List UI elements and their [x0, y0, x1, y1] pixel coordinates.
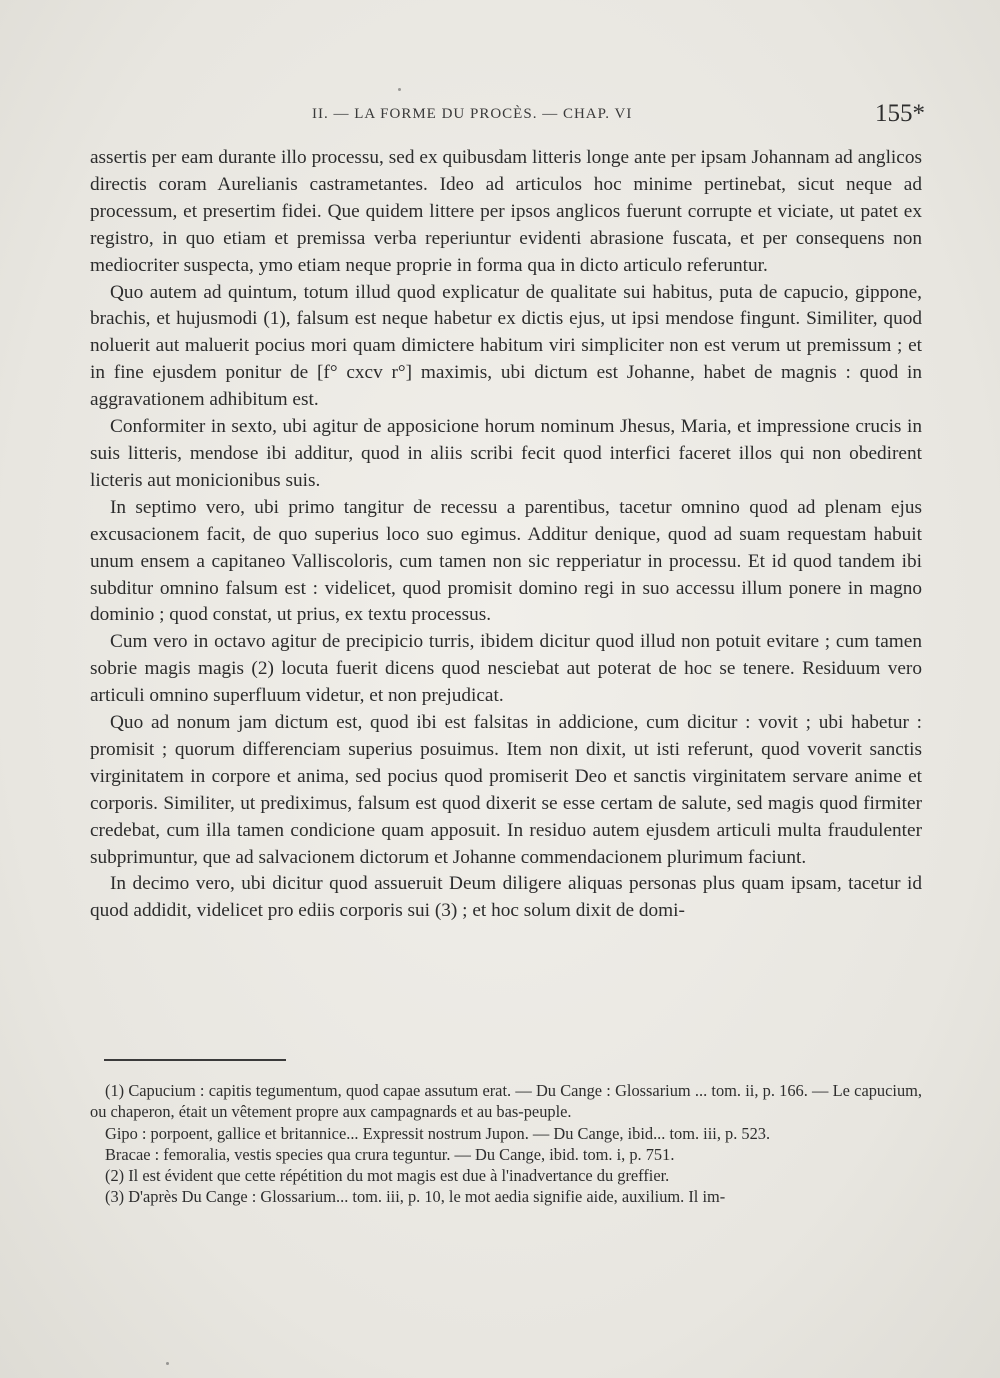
paragraph: Quo ad nonum jam dictum est, quod ibi est falsitas in addicione, cum dicitur : vovit ; ubi habetur : promisit ; quorum differenciam superius posuimus. Item non dixit, ut isti referunt, quod voverit sanctis virginitatem in corpore et anima, sed pocius quod promiserit Deo et sanctis virginitatem servare anime et corporis. Similiter, ut prediximus, falsum est quod dixerit se esse certam de salute, sed magis quod firmiter credebat, cum illa tamen condicione quam apposuit. In residuo autem ejusdem articuli multa fraudulenter subprimuntur, que ad salvacionem dictorum et Johanne commendacionem plurimum faciunt.	[90, 712, 922, 868]
running-head: II. — LA FORME DU PROCÈS. — CHAP. VI	[312, 106, 633, 122]
paragraph: Quo autem ad quintum, totum illud quod explicatur de qualitate sui habitus, puta de capucio, gippone, brachis, et hujusmodi (1), falsum est neque habetur ex dictis ejus, ut ipsi mendose fingunt. Similiter, quod noluerit aut maluerit pocius mori quam dimictere habitum viri simpliciter non est verum ut premissum ; et in fine ejusdem ponitur de [f° cxcv r°] maximis, ubi dictum est Johanne, habet de magnis : quod in aggravationem adhibitum est.	[90, 281, 922, 411]
footnote: (1) Capucium : capitis tegumentum, quod capae assutum erat. — Du Cange : Glossarium ... tom. ii, p. 166. — Le capucium, ou chaperon, était un vêtement propre aux campagnards et au bas-peuple.	[90, 1081, 922, 1122]
paragraph: assertis per eam durante illo processu, sed ex quibusdam litteris longe ante per ipsam Johannam ad anglicos directis coram Aurelianis castrametantes. Ideo ad articulos hoc minime pertinebat, sicut neque ad processum, et presertim fidei. Que quidem littere per ipsos anglicos fuerunt corrupte et viciate, ut patet ex registro, in quo etiam et premissa verba reperiuntur evidenti abrasione fuscata, et per consequens non mediocriter suspecta, ymo etiam neque proprie in forma qua in dicto articulo referuntur.	[90, 147, 922, 276]
paragraph: In decimo vero, ubi dicitur quod assueruit Deum diligere aliquas personas plus quam ipsam, tacetur id quod addidit, videlicet pro ediis corporis sui (3) ; et hoc solum dixit de domi-	[90, 873, 922, 922]
page-header	[90, 100, 925, 132]
footnote: Gipo : porpoent, gallice et britannice... Expressit nostrum Jupon. — Du Cange, ibid... tom. iii, p. 523.	[105, 1123, 771, 1143]
footnotes	[90, 1080, 922, 1208]
footnote: (2) Il est évident que cette répétition du mot magis est due à l'inadvertance du greffier.	[105, 1166, 670, 1186]
paragraph: In septimo vero, ubi primo tangitur de recessu a parentibus, tacetur omnino quod ad plenam ejus excusacionem facit, de quo superius loco suo egimus. Additur denique, quod ad suam requestam habuit unum ensem a capitaneo Valliscoloris, cum tamen non sic repperiatur in processu. Et id quod tandem ibi subditur omnino falsum est : videlicet, quod promisit domino regi in suo accessu illum ponere in magno dominio ; quod constat, ut prius, ex textu processus.	[90, 496, 922, 626]
paper-speck	[166, 1362, 169, 1365]
footnote: (3) D'après Du Cange : Glossarium... tom. iii, p. 10, le mot aedia signifie aide, auxilium. Il im-	[105, 1187, 726, 1207]
main-text	[90, 145, 922, 925]
footnote-separator	[104, 1059, 286, 1061]
paragraph: Cum vero in octavo agitur de precipicio turris, ibidem dicitur quod illud non potuit evitare ; cum tamen sobrie magis magis (2) locuta fuerit dicens quod nesciebat aut poterat de hoc se tenere. Residuum vero articuli omnino superfluum videtur, et non prejudicat.	[90, 631, 922, 707]
paragraph: Conformiter in sexto, ubi agitur de apposicione horum nominum Jhesus, Maria, et impressione crucis in suis litteris, mendose ibi additur, quod in aliis scribi fecit quod interfici faceret illos qui non obedirent licteris aut monicionibus suis.	[90, 416, 922, 491]
footnote: Bracae : femoralia, vestis species qua crura teguntur. — Du Cange, ibid. tom. i, p. 751.	[105, 1144, 675, 1164]
paper-speck	[398, 88, 401, 91]
page-number: 155*	[875, 100, 925, 127]
